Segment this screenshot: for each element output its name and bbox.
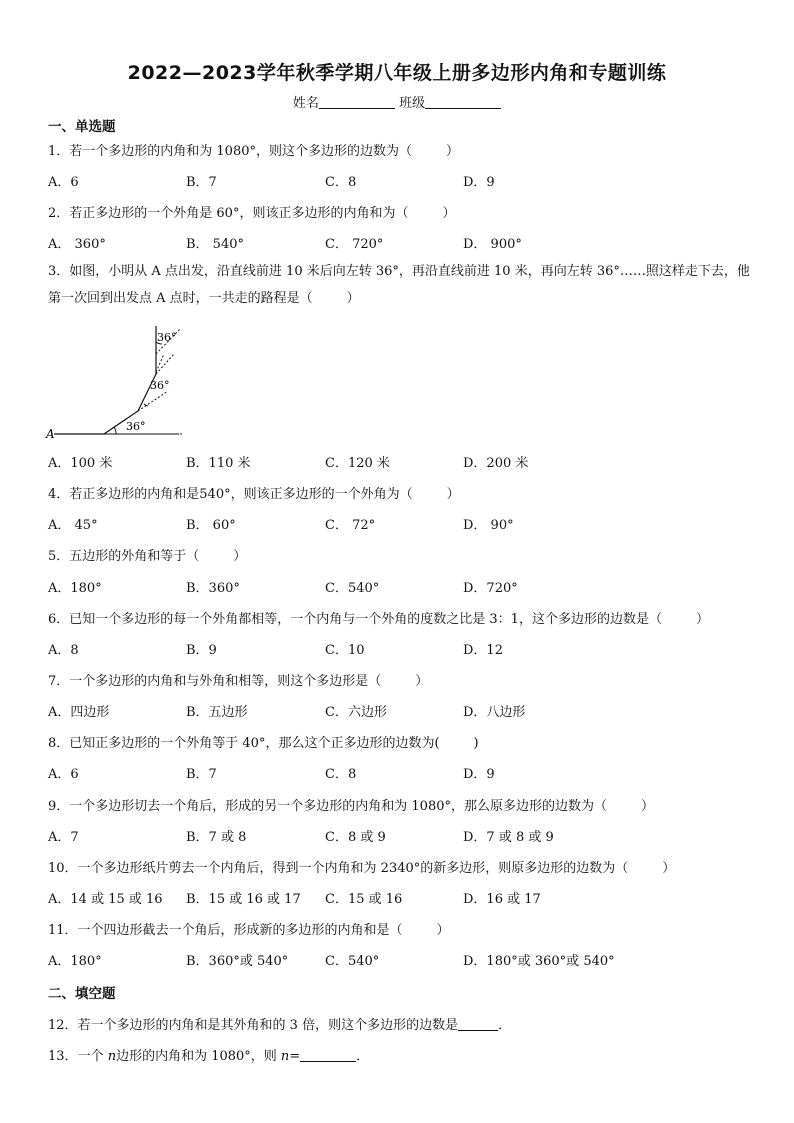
question-7: 7．一个多边形的内角和与外角和相等，则这个多边形是（ ） [48, 674, 429, 689]
question-9: 9．一个多边形切去一个角后，形成的另一个多边形的内角和为 1080°，那么原多边形的边数为（ ） [48, 799, 655, 814]
answer-blank[interactable] [458, 1018, 498, 1031]
q4-option-b: B． 60° [186, 518, 236, 533]
question-stem: 11．一个四边形截去一个角后，形成新的多边形的内角和是（ [48, 923, 403, 938]
q3-option-a: A．100 米 [48, 456, 113, 471]
q6-option-a: A．8 [48, 643, 79, 658]
q10-option-b: B．15 或 16 或 17 [186, 892, 301, 907]
question-13: 13．一个 n边形的内角和为 1080°，则 n= ． [48, 1049, 370, 1064]
q8-option-d: D．9 [463, 767, 495, 782]
name-blank [319, 96, 395, 109]
section-single-choice: 一、单选题 [48, 119, 116, 135]
q3-option-b: B．110 米 [186, 456, 251, 471]
extension-2 [156, 354, 174, 374]
question-12: 12．若一个多边形的内角和是其外角和的 3 倍，则这个多边形的边数是 ． [48, 1018, 512, 1033]
name-label: 姓名 [292, 96, 319, 111]
question-8: 8．已知正多边形的一个外角等于 40°，那么这个正多边形的边数为( ) [48, 736, 479, 751]
question-stem: 12．若一个多边形的内角和是其外角和的 3 倍，则这个多边形的边数是 [48, 1018, 459, 1033]
q9-option-d: D．7 或 8 或 9 [463, 830, 554, 845]
q9-option-a: A．7 [48, 830, 79, 845]
class-label: 班级 [399, 96, 426, 111]
q7-option-d: D．八边形 [463, 705, 526, 720]
q10-option-d: D．16 或 17 [463, 892, 541, 907]
question-stem: 7．一个多边形的内角和与外角和相等，则这个多边形是（ [48, 674, 382, 689]
q11-option-c: C．540° [325, 954, 380, 969]
q9-option-b: B．7 或 8 [186, 830, 247, 845]
question-11: 11．一个四边形截去一个角后，形成新的多边形的内角和是（ ） [48, 923, 450, 938]
question-stem: 4．若正多边形的内角和是540°，则该正多边形的一个外角为（ [48, 487, 413, 502]
walking-path-figure [44, 324, 194, 442]
q1-option-a: A．6 [48, 175, 79, 190]
angle-label-2: 36° [150, 379, 170, 392]
variable-n: n [280, 1049, 290, 1064]
q6-option-c: C．10 [325, 643, 365, 658]
point-a-label: A [46, 427, 55, 441]
angle-label-1: 36° [126, 420, 146, 433]
question-stem: 6．已知一个多边形的每一个外角都相等，一个内角与一个外角的度数之比是 3：1，这个多边形的边数是（ [48, 612, 662, 627]
question-4: 4．若正多边形的内角和是540°，则该正多边形的一个外角为（ ） [48, 487, 460, 502]
q7-option-c: C．六边形 [325, 705, 387, 720]
q5-option-a: A．180° [48, 581, 102, 596]
q3-option-c: C．120 米 [325, 456, 390, 471]
question-stem: 3．如图，小明从 A 点出发，沿直线前进 10 米后向左转 36°，再沿直线前进 10 米，再向左转 36°……照这样走下去，他第一次回到出发点 A 点时，一共走的路程是（ [48, 264, 750, 306]
q8-option-c: C．8 [325, 767, 357, 782]
q2-option-d: D． 900° [463, 237, 522, 252]
question-5: 5．五边形的外角和等于（ ） [48, 549, 247, 564]
question-3: 3．如图，小明从 A 点出发，沿直线前进 10 米后向左转 36°，再沿直线前进 10 米，再向左转 36°……照这样走下去，他第一次回到出发点 A 点时，一共走的路程是（ ） [48, 264, 750, 306]
extension-3 [156, 354, 164, 372]
q8-option-b: B．7 [186, 767, 217, 782]
question-6: 6．已知一个多边形的每一个外角都相等，一个内角与一个外角的度数之比是 3：1，这个多边形的边数是（ ） [48, 612, 709, 627]
question-2: 2．若正多边形的一个外角是 60°，则该正多边形的内角和为（ ） [48, 206, 456, 221]
q7-option-a: A．四边形 [48, 705, 110, 720]
q2-option-a: A． 360° [48, 237, 106, 252]
q5-option-d: D．720° [463, 581, 518, 596]
question-stem: 8．已知正多边形的一个外角等于 40°，那么这个正多边形的边数为( [48, 736, 440, 751]
q4-option-a: A． 45° [48, 518, 98, 533]
question-1: 1．若一个多边形的内角和为 1080°，则这个多边形的边数为（ ） [48, 144, 460, 159]
q2-option-b: B． 540° [186, 237, 244, 252]
question-stem: 2．若正多边形的一个外角是 60°，则该正多边形的内角和为（ [48, 206, 409, 221]
class-blank [425, 96, 501, 109]
question-stem: 9．一个多边形切去一个角后，形成的另一个多边形的内角和为 1080°，那么原多边形的边数为（ [48, 799, 607, 814]
q11-option-d: D．180°或 360°或 540° [463, 954, 615, 969]
q1-option-d: D．9 [463, 175, 495, 190]
section-fill-in: 二、填空题 [48, 986, 116, 1002]
walk-path [54, 326, 156, 434]
q8-option-a: A．6 [48, 767, 79, 782]
q4-option-d: D． 90° [463, 518, 514, 533]
question-stem: 10．一个多边形纸片剪去一个内角后，得到一个内角和为 2340°的新多边形，则原多边形的边数为（ [48, 861, 629, 876]
q6-option-b: B．9 [186, 643, 217, 658]
question-stem: 5．五边形的外角和等于（ [48, 549, 200, 564]
question-stem: 1．若一个多边形的内角和为 1080°，则这个多边形的边数为（ [48, 144, 412, 159]
q3-option-d: D．200 米 [463, 456, 529, 471]
q1-option-c: C．8 [325, 175, 357, 190]
q7-option-b: B．五边形 [186, 705, 248, 720]
variable-n: n [107, 1049, 117, 1064]
question-10: 10．一个多边形纸片剪去一个内角后，得到一个内角和为 2340°的新多边形，则原多边形的边数为（ ） [48, 861, 676, 876]
q10-option-c: C．15 或 16 [325, 892, 403, 907]
q4-option-c: C． 72° [325, 518, 376, 533]
q5-option-c: C．540° [325, 581, 380, 596]
q2-option-c: C． 720° [325, 237, 384, 252]
page-title: 2022—2023学年秋季学期八年级上册多边形内角和专题训练 [127, 62, 667, 84]
angle-arc-1 [114, 427, 116, 434]
q11-option-b: B．360°或 540° [186, 954, 289, 969]
q6-option-d: D．12 [463, 643, 503, 658]
q1-option-b: B．7 [186, 175, 217, 190]
q9-option-c: C．8 或 9 [325, 830, 386, 845]
q11-option-a: A．180° [48, 954, 102, 969]
q5-option-b: B．360° [186, 581, 240, 596]
angle-label-3: 36° [157, 331, 177, 344]
angle-arc-2 [144, 404, 148, 406]
q10-option-a: A．14 或 15 或 16 [48, 892, 163, 907]
answer-blank[interactable] [300, 1049, 356, 1062]
name-class-line [0, 92, 794, 111]
